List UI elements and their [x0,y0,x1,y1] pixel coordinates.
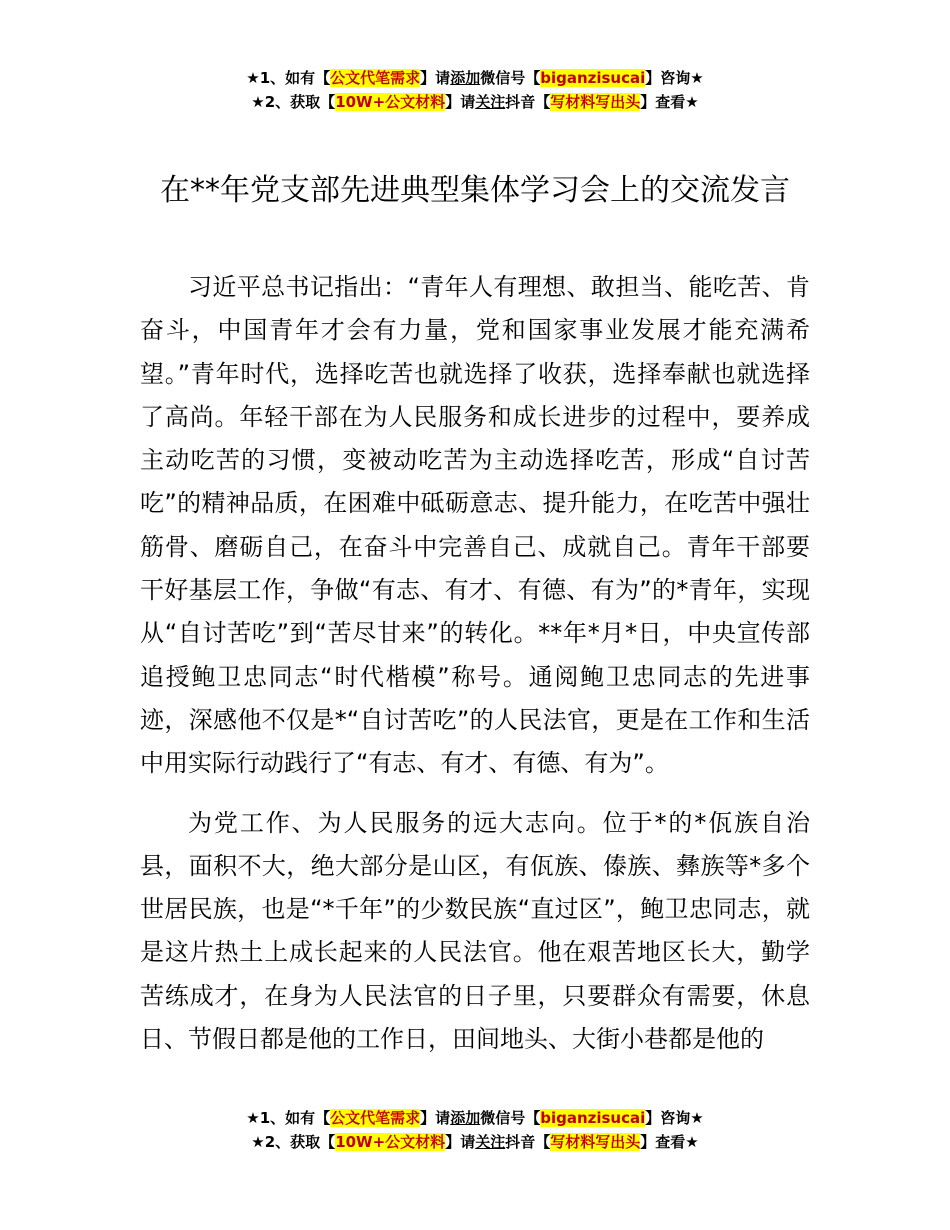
douyin-account: 写材料写出头 [550,93,641,111]
underlined-text: 关注 [475,1133,506,1151]
paragraph: 习近平总书记指出：“青年人有理想、敢担当、能吃苦、肯奋斗，中国青年才会有力量，党和国家事业发展才能充满希望。”青年时代，选择吃苦也就选择了收获，选择奉献也就选择了高尚。年轻干部在为人民服务和成长进步的过程中，要养成主动吃苦的习惯，变被动吃苦为主动选择吃苦，形成“自讨苦吃”的精神品质，在困难中砥砺意志、提升能力，在吃苦中强壮筋骨、磨砺自己，在奋斗中完善自己、成就自己。青年干部要干好基层工作，争做“有志、有才、有德、有为”的*青年，实现从“自讨苦吃”到“苦尽甘来”的转化。**年*月*日，中央宣传部追授鲍卫忠同志“时代楷模”称号。通阅鲍卫忠同志的先进事迹，深感他不仅是*“自讨苦吃”的人民法官，更是在工作和生活中用实际行动践行了“有志、有才、有德、有为”。 [140,273,810,778]
highlight-text: 公文代笔需求 [330,69,421,87]
banner-line-2: ★2、获取【10W+公文材料】请关注抖音【写材料写出头】查看★ [251,93,699,111]
document-body [140,266,810,1061]
highlight-text: 10W+公文材料 [335,93,446,111]
wechat-id: biganzisucai [540,1109,646,1127]
douyin-account: 写材料写出头 [550,1133,641,1151]
underlined-text: 添加 [450,1109,481,1127]
highlight-text: 10W+公文材料 [335,1133,446,1151]
document-title: 在**年党支部先进典型集体学习会上的交流发言 [160,173,790,208]
paragraph: 为党工作、为人民服务的远大志向。位于*的*佤族自治县，面积不大，绝大部分是山区，有佤族、傣族、彝族等*多个世居民族，也是“*千年”的少数民族“直过区”，鲍卫忠同志，就是这片热土上成长起来的人民法官。他在艰苦地区长大，勤学苦练成才，在身为人民法官的日子里，只要群众有需要，休息日、节假日都是他的工作日，田间地头、大街小巷都是他的 [140,808,810,1054]
banner-line-1: ★1、如有【公文代笔需求】请添加微信号【biganzisucai】咨询★ [246,69,704,87]
underlined-text: 关注 [475,93,506,111]
banner-line-1: ★1、如有【公文代笔需求】请添加微信号【biganzisucai】咨询★ [246,1109,704,1127]
highlight-text: 公文代笔需求 [330,1109,421,1127]
underlined-text: 添加 [450,69,481,87]
footer-banner [0,1106,950,1154]
banner-line-2: ★2、获取【10W+公文材料】请关注抖音【写材料写出头】查看★ [251,1133,699,1151]
header-banner [0,66,950,114]
wechat-id: biganzisucai [540,69,646,87]
